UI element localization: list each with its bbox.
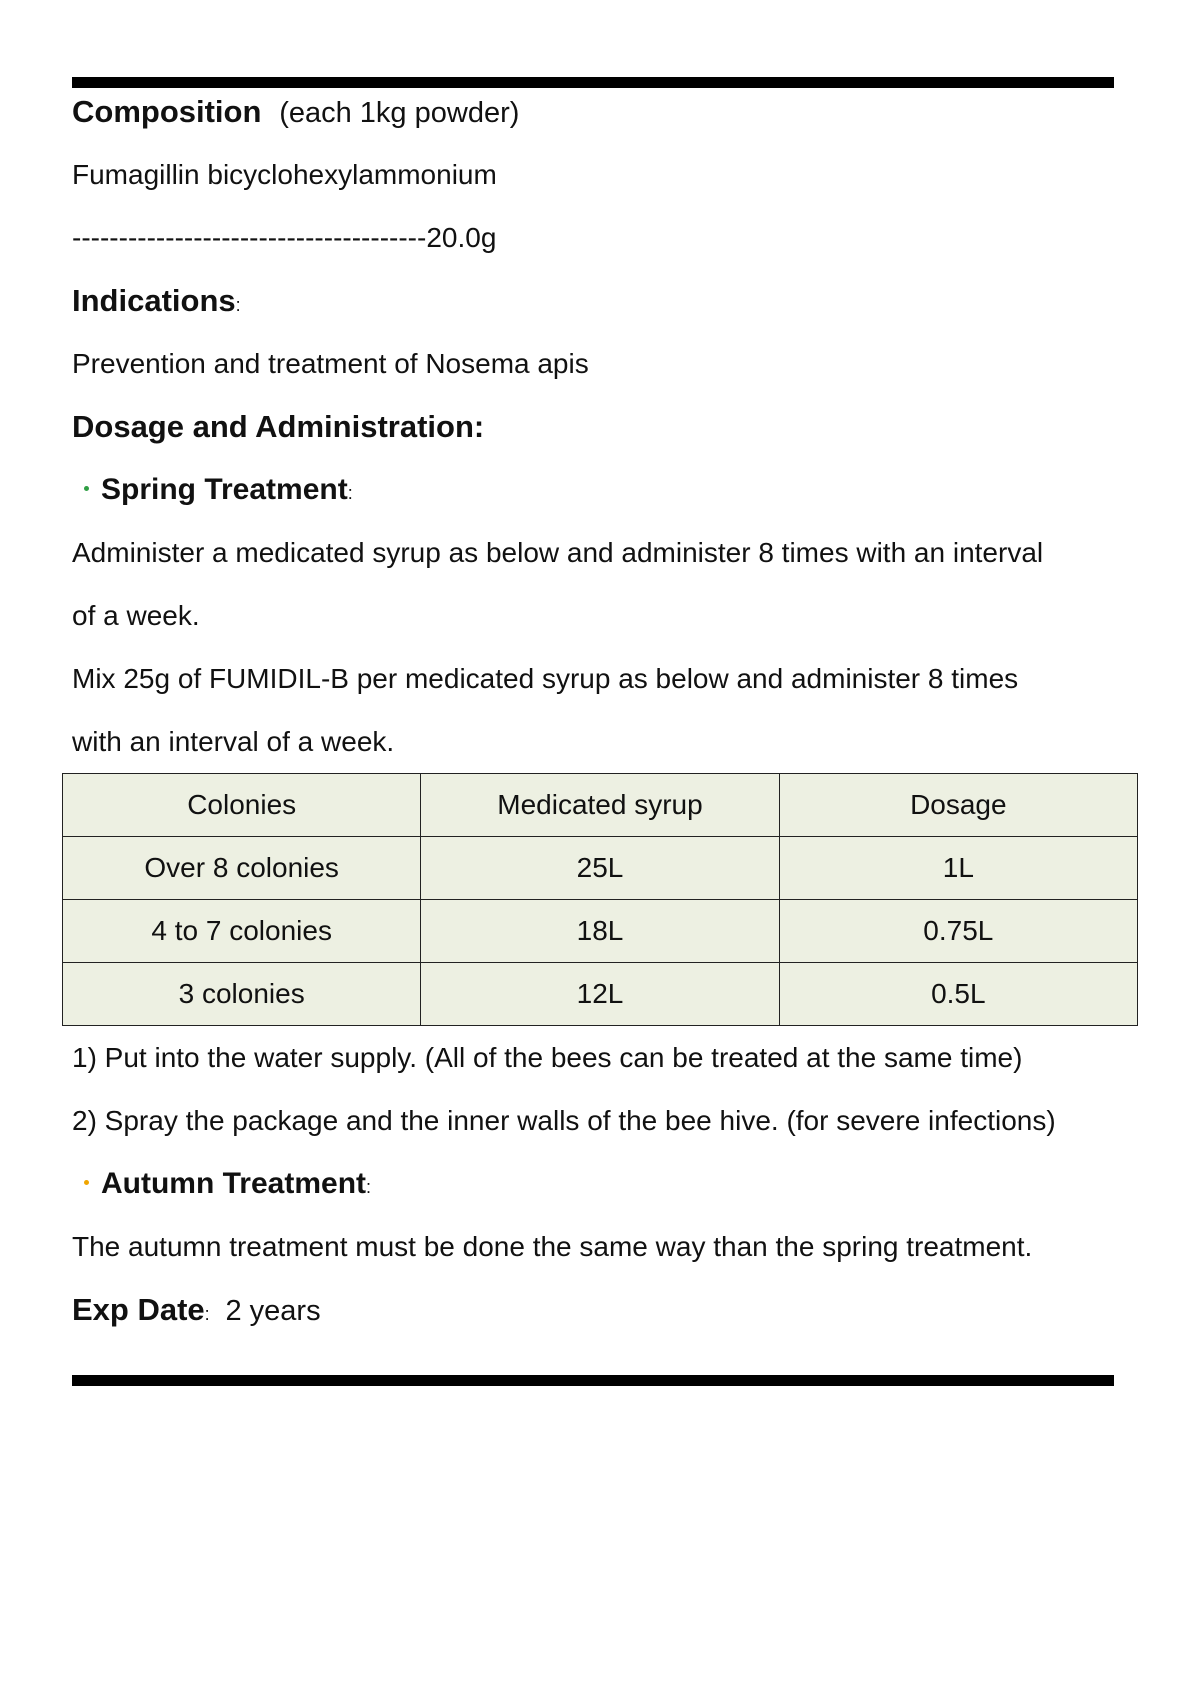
table-header-cell: Colonies bbox=[63, 774, 421, 837]
table-row bbox=[63, 900, 1138, 963]
table-cell: 3 colonies bbox=[63, 963, 421, 1026]
note-spray: 2) Spray the package and the inner walls of the bee hive. (for severe infections) bbox=[72, 1105, 1056, 1136]
table-header-row bbox=[63, 774, 1138, 837]
dosage-table bbox=[62, 773, 1138, 1026]
indications-line bbox=[72, 269, 1132, 332]
spring-para2-line2: with an interval of a week. bbox=[72, 726, 395, 757]
note-water-supply: 1) Put into the water supply. (All of the bees can be treated at the same time) bbox=[72, 1042, 1023, 1073]
spring-colon: : bbox=[347, 483, 353, 503]
autumn-treatment-heading: Autumn Treatment bbox=[101, 1167, 367, 1200]
table-row bbox=[63, 837, 1138, 900]
table-header-cell: Dosage bbox=[779, 774, 1137, 837]
table-cell: 1L bbox=[779, 837, 1137, 900]
bottom-rule bbox=[72, 1375, 1114, 1386]
ingredient-amount: --------------------------------------20.0g bbox=[72, 222, 497, 253]
autumn-colon: : bbox=[366, 1177, 372, 1197]
table-row bbox=[63, 963, 1138, 1026]
bullet-dot-icon bbox=[84, 486, 89, 491]
autumn-text: The autumn treatment must be done the same way than the spring treatment. bbox=[72, 1231, 1033, 1262]
exp-date-line bbox=[72, 1278, 1132, 1341]
spring-treatment-line bbox=[72, 458, 1132, 521]
composition-heading: Composition bbox=[72, 94, 262, 129]
spring-para1-line1: Administer a medicated syrup as below and administer 8 times with an interval bbox=[72, 537, 1044, 568]
exp-date-value: 2 years bbox=[225, 1295, 321, 1327]
spring-para1-line2: of a week. bbox=[72, 600, 200, 631]
document-body bbox=[72, 80, 1132, 1341]
indications-text: Prevention and treatment of Nosema apis bbox=[72, 348, 589, 379]
bullet-dot-icon bbox=[84, 1180, 89, 1185]
table-cell: 25L bbox=[421, 837, 779, 900]
table-cell: 0.5L bbox=[779, 963, 1137, 1026]
table-cell: 18L bbox=[421, 900, 779, 963]
composition-suffix: (each 1kg powder) bbox=[279, 97, 520, 129]
spring-para2-line1: Mix 25g of FUMIDIL-B per medicated syrup as below and administer 8 times bbox=[72, 663, 1019, 694]
exp-date-heading: Exp Date bbox=[72, 1292, 205, 1327]
spring-treatment-heading: Spring Treatment bbox=[101, 473, 348, 506]
table-header-cell: Medicated syrup bbox=[421, 774, 779, 837]
table-cell: Over 8 colonies bbox=[63, 837, 421, 900]
table-cell: 0.75L bbox=[779, 900, 1137, 963]
indications-colon: : bbox=[235, 295, 241, 315]
exp-date-colon: : bbox=[204, 1304, 210, 1324]
indications-heading: Indications bbox=[72, 283, 236, 318]
dosage-heading: Dosage and Administration: bbox=[72, 409, 485, 444]
table-cell: 12L bbox=[421, 963, 779, 1026]
composition-line bbox=[72, 80, 1132, 143]
autumn-treatment-line bbox=[72, 1152, 1132, 1215]
ingredient-name: Fumagillin bicyclohexylammonium bbox=[72, 159, 497, 190]
table-cell: 4 to 7 colonies bbox=[63, 900, 421, 963]
